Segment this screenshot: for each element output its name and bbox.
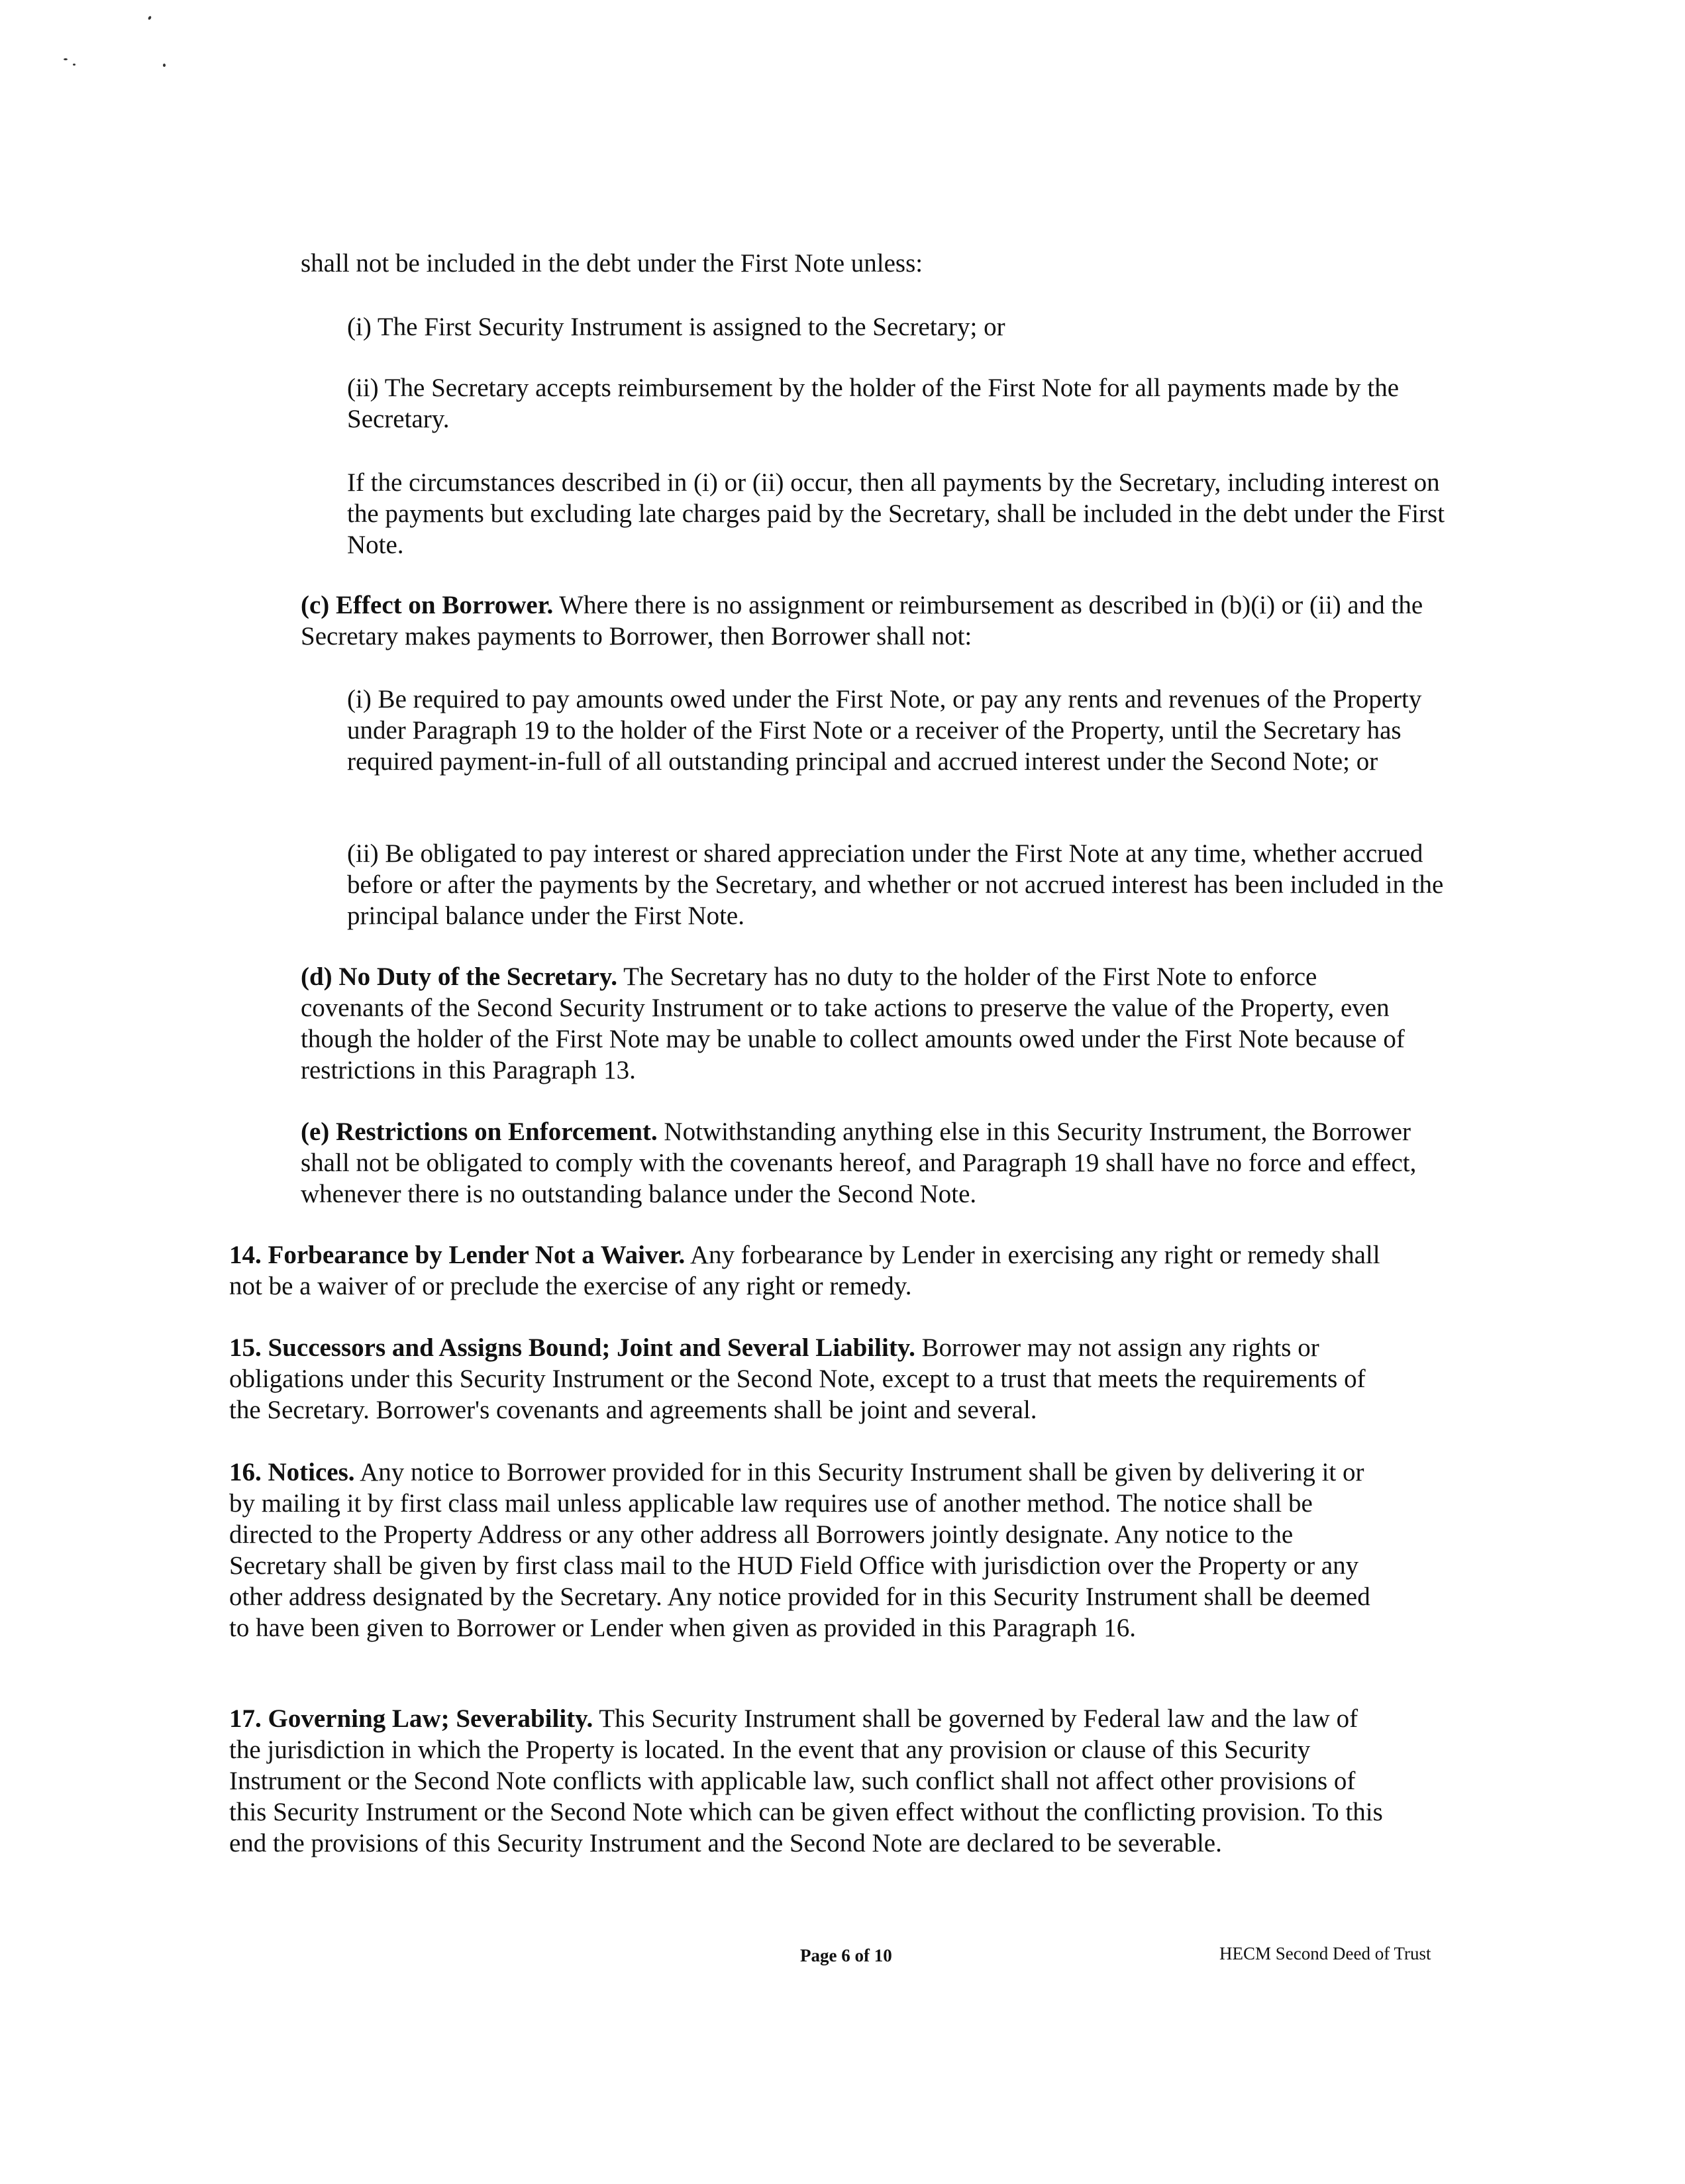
clause-e-body: Notwithstanding anything else in this Security Instrument, the Borrower shall not be obligated to comply with the covenants hereof, and Paragraph 19 shall have no force and effect, whenever there is no outstanding balance under the Second Note. bbox=[301, 1118, 1417, 1208]
clause-d-body: The Secretary has no duty to the holder of the First Note to enforce covenants of the Second Security Instrument or to take actions to preserve the value of the Property, even though the holder of the First Note may be unable to collect amounts owed under the First Note because of restrictions in this Paragraph 13. bbox=[301, 962, 1405, 1084]
section-16-heading: 16. Notices. bbox=[229, 1458, 355, 1486]
scan-speck bbox=[163, 64, 166, 67]
document-title-footer: HECM Second Deed of Trust bbox=[1219, 1944, 1431, 1963]
continuation-paragraph: shall not be included in the debt under the First Note unless: bbox=[301, 249, 923, 278]
clause-e bbox=[301, 1116, 1427, 1210]
clause-c-ii: (ii) Be obligated to pay interest or shared appreciation under the First Note at any time, whether accrued before or after the payments by the Secretary, and whether or not accrued interest has been included in the principal balance under the First Note. bbox=[347, 839, 1444, 930]
section-15 bbox=[229, 1332, 1395, 1426]
scan-speck bbox=[64, 58, 68, 60]
section-15-heading: 15. Successors and Assigns Bound; Joint and Several Liability. bbox=[229, 1333, 915, 1362]
clause-b-ii: (ii) The Secretary accepts reimbursement by the holder of the First Note for all payments made by the Secretary. bbox=[347, 374, 1400, 433]
clause-d-heading: (d) No Duty of the Secretary. bbox=[301, 962, 618, 991]
scan-speck bbox=[148, 15, 152, 20]
page-number: Page 6 of 10 bbox=[800, 1946, 892, 1965]
section-16-body: Any notice to Borrower provided for in this Security Instrument shall be given by delivering it or by mailing it by first class mail unless applicable law requires use of another method. The notice shall be directed to the Property Address or any other address all Borrowers jointly designate. Any notice to the Secretary shall be given by first class mail to the HUD Field Office with jurisdiction over the Property or any other address designated by the Secretary. Any notice provided for in this Security Instrument shall be deemed to have been given to Borrower or Lender when given as provided in this Paragraph 16. bbox=[229, 1458, 1370, 1642]
clause-d bbox=[301, 961, 1427, 1086]
clause-b-circumstances: If the circumstances described in (i) or (ii) occur, then all payments by the Secretary, including interest on the payments but excluding late charges paid by the Secretary, shall be included in the debt under the First Note. bbox=[347, 468, 1445, 559]
clause-b-i: (i) The First Security Instrument is assigned to the Secretary; or bbox=[347, 313, 1005, 341]
section-17-body: This Security Instrument shall be governed by Federal law and the law of the jurisdiction in which the Property is located. In the event that any provision or clause of this Security Instrument or the Second Note conflicts with applicable law, such conflict shall not affect other provisions of this Security Instrument or the Second Note which can be given effect without the conflicting provision. To this end the provisions of this Security Instrument and the Second Note are declared to be severable. bbox=[229, 1704, 1383, 1857]
scan-speck bbox=[73, 64, 76, 66]
section-14-body: Any forbearance by Lender in exercising any right or remedy shall not be a waiver of or preclude the exercise of any right or remedy. bbox=[229, 1241, 1380, 1300]
clause-e-heading: (e) Restrictions on Enforcement. bbox=[301, 1118, 658, 1146]
clause-c bbox=[301, 590, 1427, 652]
clause-c-body: Where there is no assignment or reimbursement as described in (b)(i) or (ii) and the Secretary makes payments to Borrower, then Borrower shall not: bbox=[301, 591, 1423, 650]
clause-c-heading: (c) Effect on Borrower. bbox=[301, 591, 554, 619]
section-14-heading: 14. Forbearance by Lender Not a Waiver. bbox=[229, 1241, 686, 1269]
section-16 bbox=[229, 1457, 1395, 1643]
section-17 bbox=[229, 1703, 1395, 1859]
section-17-heading: 17. Governing Law; Severability. bbox=[229, 1704, 593, 1733]
section-14 bbox=[229, 1239, 1395, 1302]
section-15-body: Borrower may not assign any rights or obligations under this Security Instrument or the Second Note, except to a trust that meets the requirements of the Secretary. Borrower's covenants and agreements shall be joint and several. bbox=[229, 1333, 1366, 1424]
clause-c-i: (i) Be required to pay amounts owed under the First Note, or pay any rents and revenues of the Property under Paragraph 19 to the holder of the First Note or a receiver of the Property, until the Secretary has required payment-in-full of all outstanding principal and accrued interest under the Second Note; or bbox=[347, 685, 1422, 776]
